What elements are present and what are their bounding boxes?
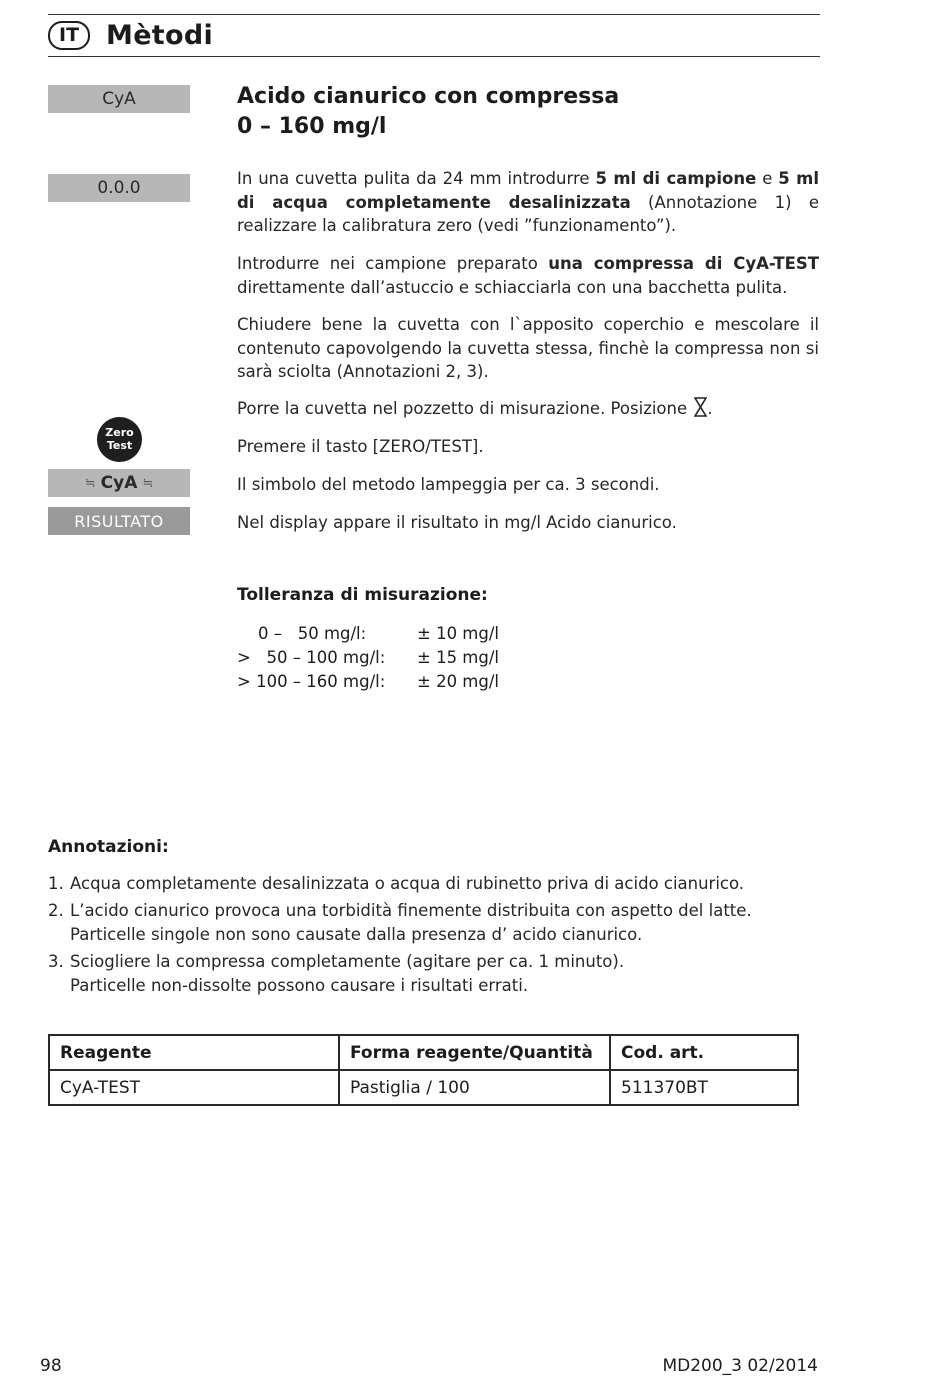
step-1-text-c: e — [756, 169, 779, 188]
tolerance-value: ± 20 mg/l — [417, 672, 500, 691]
method-label: CyA — [102, 89, 136, 109]
note-item — [48, 899, 818, 947]
zero-display — [48, 174, 190, 202]
result-display — [48, 507, 190, 535]
step-1-sample-volume: 5 ml di campione — [595, 169, 757, 188]
step-2 — [237, 252, 819, 299]
note-item — [48, 950, 818, 998]
tolerance-list — [237, 622, 499, 694]
reagent-form: Pastiglia / 100 — [339, 1070, 610, 1105]
page-title: Mètodi — [106, 19, 214, 51]
note-line: Sciogliere la compressa completamente (agitare per ca. 1 minuto). — [70, 952, 625, 971]
zero-test-key-bottom: Test — [106, 438, 133, 452]
column-header-form: Forma reagente/Quantità — [339, 1035, 610, 1070]
flash-method-label: CyA — [100, 473, 138, 493]
step-1-text-e: (Annotazione 1) e realizzare la calibratura zero (vedi ”funzionamento”). — [237, 192, 819, 235]
result-label: RISULTATO — [74, 511, 164, 531]
note-line: Acqua completamente desalinizzata o acqua di rubinetto priva di acido cianurico. — [70, 874, 745, 893]
tolerance-value: ± 10 mg/l — [417, 624, 500, 643]
step-3: Chiudere bene la cuvetta con l`apposito coperchio e mescolare il contenuto capovolgendo la cuvetta stessa, finchè la compressa non si sarà sciolta (Annotazioni 2, 3). — [237, 315, 819, 381]
note-line: L’acido cianurico provoca una torbidità finemente distribuita con aspetto del latte. — [70, 901, 752, 920]
method-display — [48, 85, 190, 113]
column-header-reagent: Reagente — [49, 1035, 339, 1070]
column-header-code: Cod. art. — [610, 1035, 798, 1070]
tolerance-range: > 100 – 160 mg/l: — [237, 672, 386, 691]
step-4 — [237, 397, 819, 424]
note-number: 3. — [48, 952, 64, 971]
note-number: 1. — [48, 874, 64, 893]
step-2-text-a: Introdurre nei campione preparato — [237, 254, 549, 273]
reagent-code: 511370BT — [610, 1070, 798, 1105]
flashing-method-display — [48, 469, 190, 497]
note-line: Particelle non-dissolte possono causare i risultati errati. — [70, 976, 529, 995]
flash-left-icon: ≒ — [84, 475, 96, 491]
page-number: 98 — [40, 1356, 62, 1376]
reagent-name: CyA-TEST — [49, 1070, 339, 1105]
tolerance-range: 0 – 50 mg/l: — [237, 624, 367, 643]
document-id: MD200_3 02/2014 — [662, 1356, 818, 1376]
reagent-table — [48, 1034, 799, 1106]
method-range: 0 – 160 mg/l — [237, 114, 387, 139]
table-header-row — [49, 1035, 798, 1070]
note-number: 2. — [48, 901, 64, 920]
step-5: Premere il tasto [ZERO/TEST]. — [237, 437, 484, 456]
notes-list — [48, 872, 818, 1001]
tolerance-range: > 50 – 100 mg/l: — [237, 648, 386, 667]
header-bottom-rule — [48, 56, 820, 57]
step-4-text: Porre la cuvetta nel pozzetto di misurazione. Posizione — [237, 399, 688, 418]
tolerance-row — [237, 622, 499, 646]
note-line: Particelle singole non sono causate dalla presenza d’ acido cianurico. — [70, 925, 643, 944]
table-row — [49, 1070, 798, 1105]
step-4-end: . — [707, 399, 713, 418]
method-title — [237, 82, 619, 142]
step-1-text-a: In una cuvetta pulita da 24 mm introdurre — [237, 169, 596, 188]
tolerance-row — [237, 646, 499, 670]
note-item — [48, 872, 818, 896]
language-badge: IT — [48, 21, 90, 50]
header-top-rule — [48, 14, 820, 15]
tolerance-heading: Tolleranza di misurazione: — [237, 585, 488, 605]
tolerance-row — [237, 670, 499, 694]
hourglass-position-icon — [694, 397, 707, 424]
notes-heading: Annotazioni: — [48, 837, 169, 857]
method-title-line1: Acido cianurico con compressa — [237, 84, 620, 109]
page-header — [48, 18, 213, 52]
step-2-tablet: una compressa di CyA-TEST — [548, 254, 819, 273]
zero-test-key-top: Zero — [105, 425, 134, 439]
zero-display-value: 0.0.0 — [97, 178, 141, 198]
step-2-text-c: direttamente dall’astuccio e schiacciarla con una bacchetta pulita. — [237, 277, 788, 297]
tolerance-value: ± 15 mg/l — [417, 648, 500, 667]
step-7: Nel display appare il risultato in mg/l Acido cianurico. — [237, 513, 677, 532]
step-1-water-volume: 5 ml di acqua completamente desalinizzata — [237, 169, 819, 212]
step-1 — [237, 167, 819, 238]
step-6: Il simbolo del metodo lampeggia per ca. 3 secondi. — [237, 475, 660, 494]
zero-test-key-icon — [97, 417, 142, 462]
flash-right-icon: ≒ — [142, 475, 154, 491]
